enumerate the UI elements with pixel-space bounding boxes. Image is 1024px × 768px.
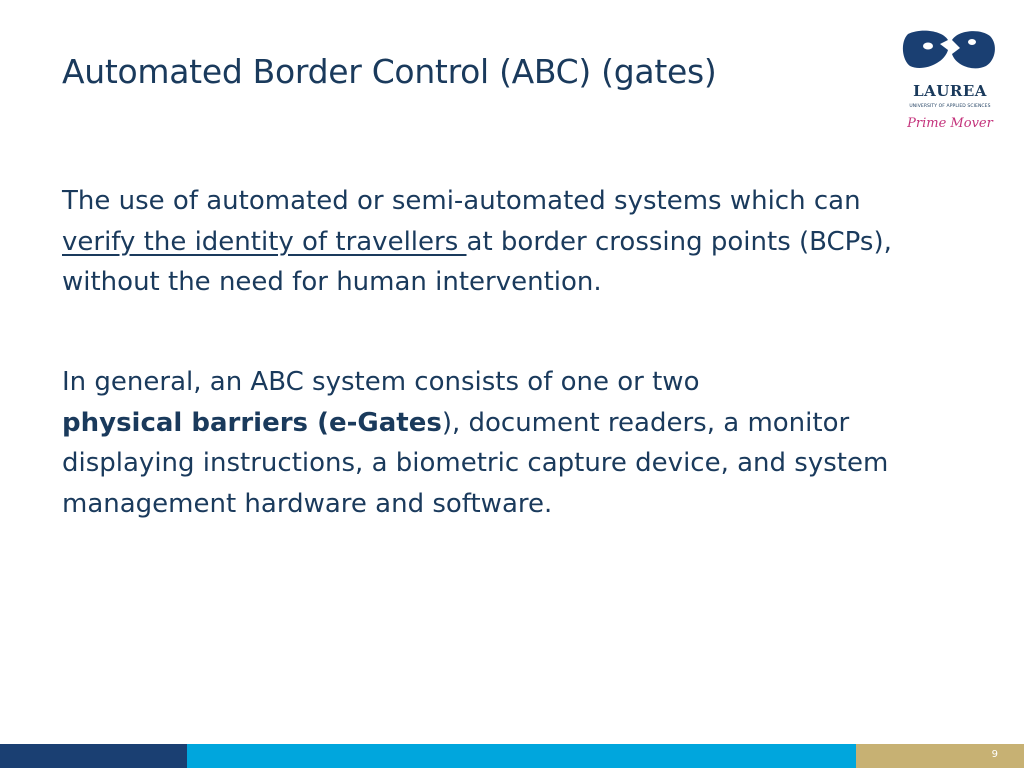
footer-segment-dark <box>0 744 187 768</box>
footer-segment-gold <box>856 744 1024 768</box>
laurea-logo <box>900 28 1000 138</box>
paragraph2-text-end: ), document readers, a monitor displaying instructions, a biometric capture device, and system management hardware and software. <box>62 407 889 519</box>
paragraph1-underlined-phrase: verify the identity of travellers <box>62 226 467 257</box>
paragraph1-text-end: at border crossing points (BCPs), without the need for human intervention. <box>62 226 892 297</box>
footer-segment-light <box>187 744 856 768</box>
paragraph1-text-start: The use of automated or semi-automated systems which can <box>62 186 861 216</box>
paragraph2-bold-phrase: physical barriers (e-Gates <box>62 407 442 438</box>
paragraph-definition <box>62 181 942 303</box>
paragraph-components <box>62 362 942 524</box>
page-number: 9 <box>991 749 998 760</box>
logo-tagline: Prime Mover <box>907 116 993 131</box>
footer-bar <box>0 744 1024 768</box>
laurea-emblem-icon <box>900 28 1000 82</box>
slide-title: Automated Border Control (ABC) (gates) <box>62 52 717 91</box>
paragraph2-text-start: In general, an ABC system consists of one or two <box>62 367 700 397</box>
logo-subtitle: UNIVERSITY OF APPLIED SCIENCES <box>909 104 991 109</box>
logo-name: LAUREA <box>913 82 987 100</box>
